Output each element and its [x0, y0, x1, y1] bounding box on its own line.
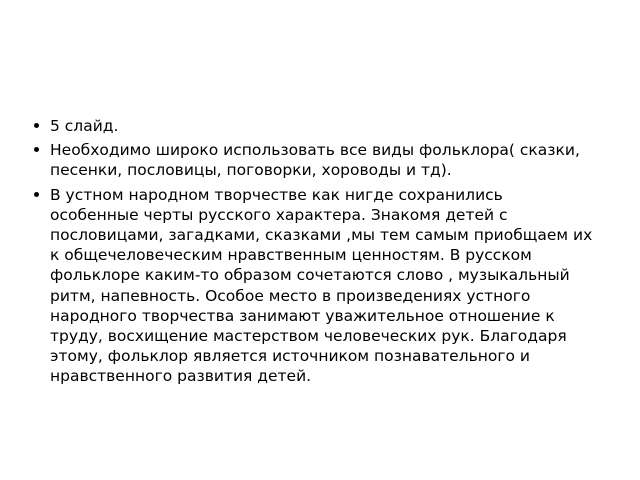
bullet-dot-icon — [34, 123, 39, 128]
bullet-text: В устном народном творчестве как нигде сохранились особенные черты русского характера. Знакомя детей с пословицами, загадками, сказками ,мы тем самым приобщаем их к общечеловеческим нравственным ценностям. В русском фольклоре каким-то образом сочетаются слово , музыкальный ритм, напевность. Особое место в произведениях устного народного творчества занимают уважительное отношение к труду, восхищение мастерством человеческих рук. Благодаря этому, фольклор является источником познавательного и нравственного развития детей. — [50, 185, 593, 386]
bullet-item — [34, 140, 594, 180]
bullet-item — [34, 116, 594, 136]
bullet-item — [34, 185, 594, 387]
bullet-list — [34, 116, 594, 391]
bullet-text: Необходимо широко использовать все виды фольклора( сказки, песенки, пословицы, поговорки, хороводы и тд). — [50, 141, 580, 180]
bullet-dot-icon — [34, 192, 39, 197]
bullet-text: 5 слайд. — [50, 117, 119, 135]
bullet-dot-icon — [34, 147, 39, 152]
